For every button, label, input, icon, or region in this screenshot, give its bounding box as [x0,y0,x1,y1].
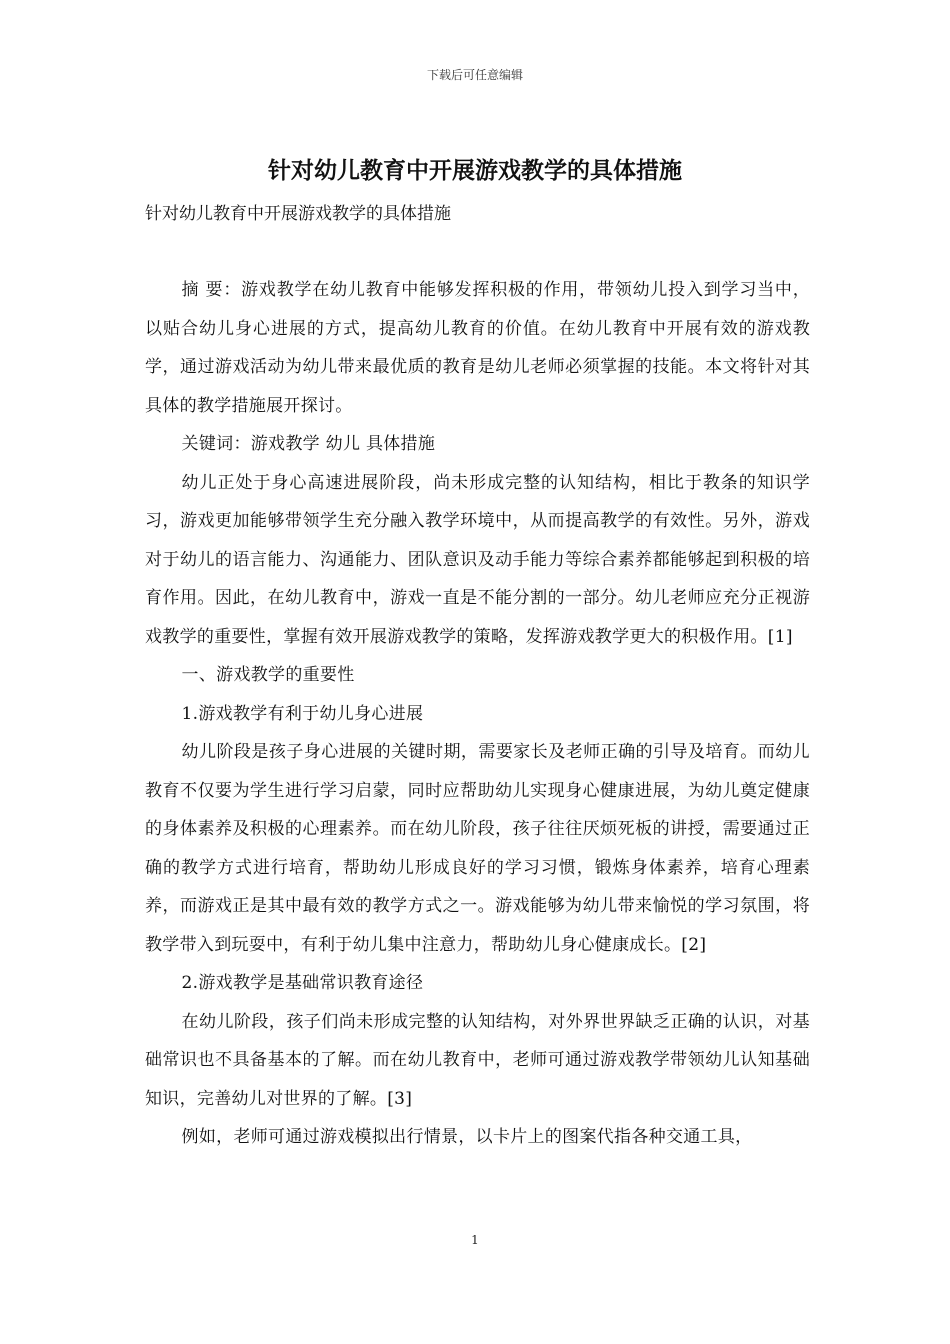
section-heading-1: 一、游戏教学的重要性 [181,665,355,685]
abstract-paragraph: 摘 要：游戏教学在幼儿教育中能够发挥积极的作用，带领幼儿投入到学习当中，以贴合幼儿身心进展的方式，提高幼儿教育的价值。在幼儿教育中开展有效的游戏教学，通过游戏活动为幼儿带来最优质的教育是幼儿老师必须掌握的技能。本文将针对其具体的教学措施展开探讨。 [145,280,810,416]
intro-paragraph: 幼儿正处于身心高速进展阶段，尚未形成完整的认知结构，相比于教条的知识学习，游戏更加能够带领学生充分融入教学环境中，从而提高教学的有效性。另外，游戏对于幼儿的语言能力、沟通能力、团队意识及动手能力等综合素养都能够起到积极的培育作用。因此，在幼儿教育中，游戏一直是不能分割的一部分。幼儿老师应充分正视游戏教学的重要性，掌握有效开展游戏教学的策略，发挥游戏教学更大的积极作用。[1] [145,472,810,647]
page-number: 1 [471,1233,479,1247]
keywords-paragraph: 关键词：游戏教学 幼儿 具体措施 [181,434,436,454]
document-body [145,271,810,1157]
body-paragraph-1: 幼儿阶段是孩子身心进展的关键时期，需要家长及老师正确的引导及培育。而幼儿教育不仅要为学生进行学习启蒙，同时应帮助幼儿实现身心健康进展，为幼儿奠定健康的身体素养及积极的心理素养。而在幼儿阶段，孩子往往厌烦死板的讲授，需要通过正确的教学方式进行培育，帮助幼儿形成良好的学习习惯，锻炼身体素养，培育心理素养，而游戏正是其中最有效的教学方式之一。游戏能够为幼儿带来愉悦的学习氛围，将教学带入到玩耍中，有利于幼儿集中注意力，帮助幼儿身心健康成长。[2] [145,742,810,955]
subsection-heading-2: 2.游戏教学是基础常识教育途径 [181,973,424,993]
body-paragraph-2: 在幼儿阶段，孩子们尚未形成完整的认知结构，对外界世界缺乏正确的认识，对基础常识也不具备基本的了解。而在幼儿教育中，老师可通过游戏教学带领幼儿认知基础知识，完善幼儿对世界的了解。[3] [145,1011,810,1109]
document-title: 针对幼儿教育中开展游戏教学的具体措施 [268,157,682,184]
header-note: 下载后可任意编辑 [426,68,523,82]
subsection-heading-1: 1.游戏教学有利于幼儿身心进展 [181,703,424,724]
document-subtitle: 针对幼儿教育中开展游戏教学的具体措施 [145,204,451,224]
body-paragraph-3: 例如，老师可通过游戏模拟出行情景，以卡片上的图案代指各种交通工具， [181,1127,753,1147]
